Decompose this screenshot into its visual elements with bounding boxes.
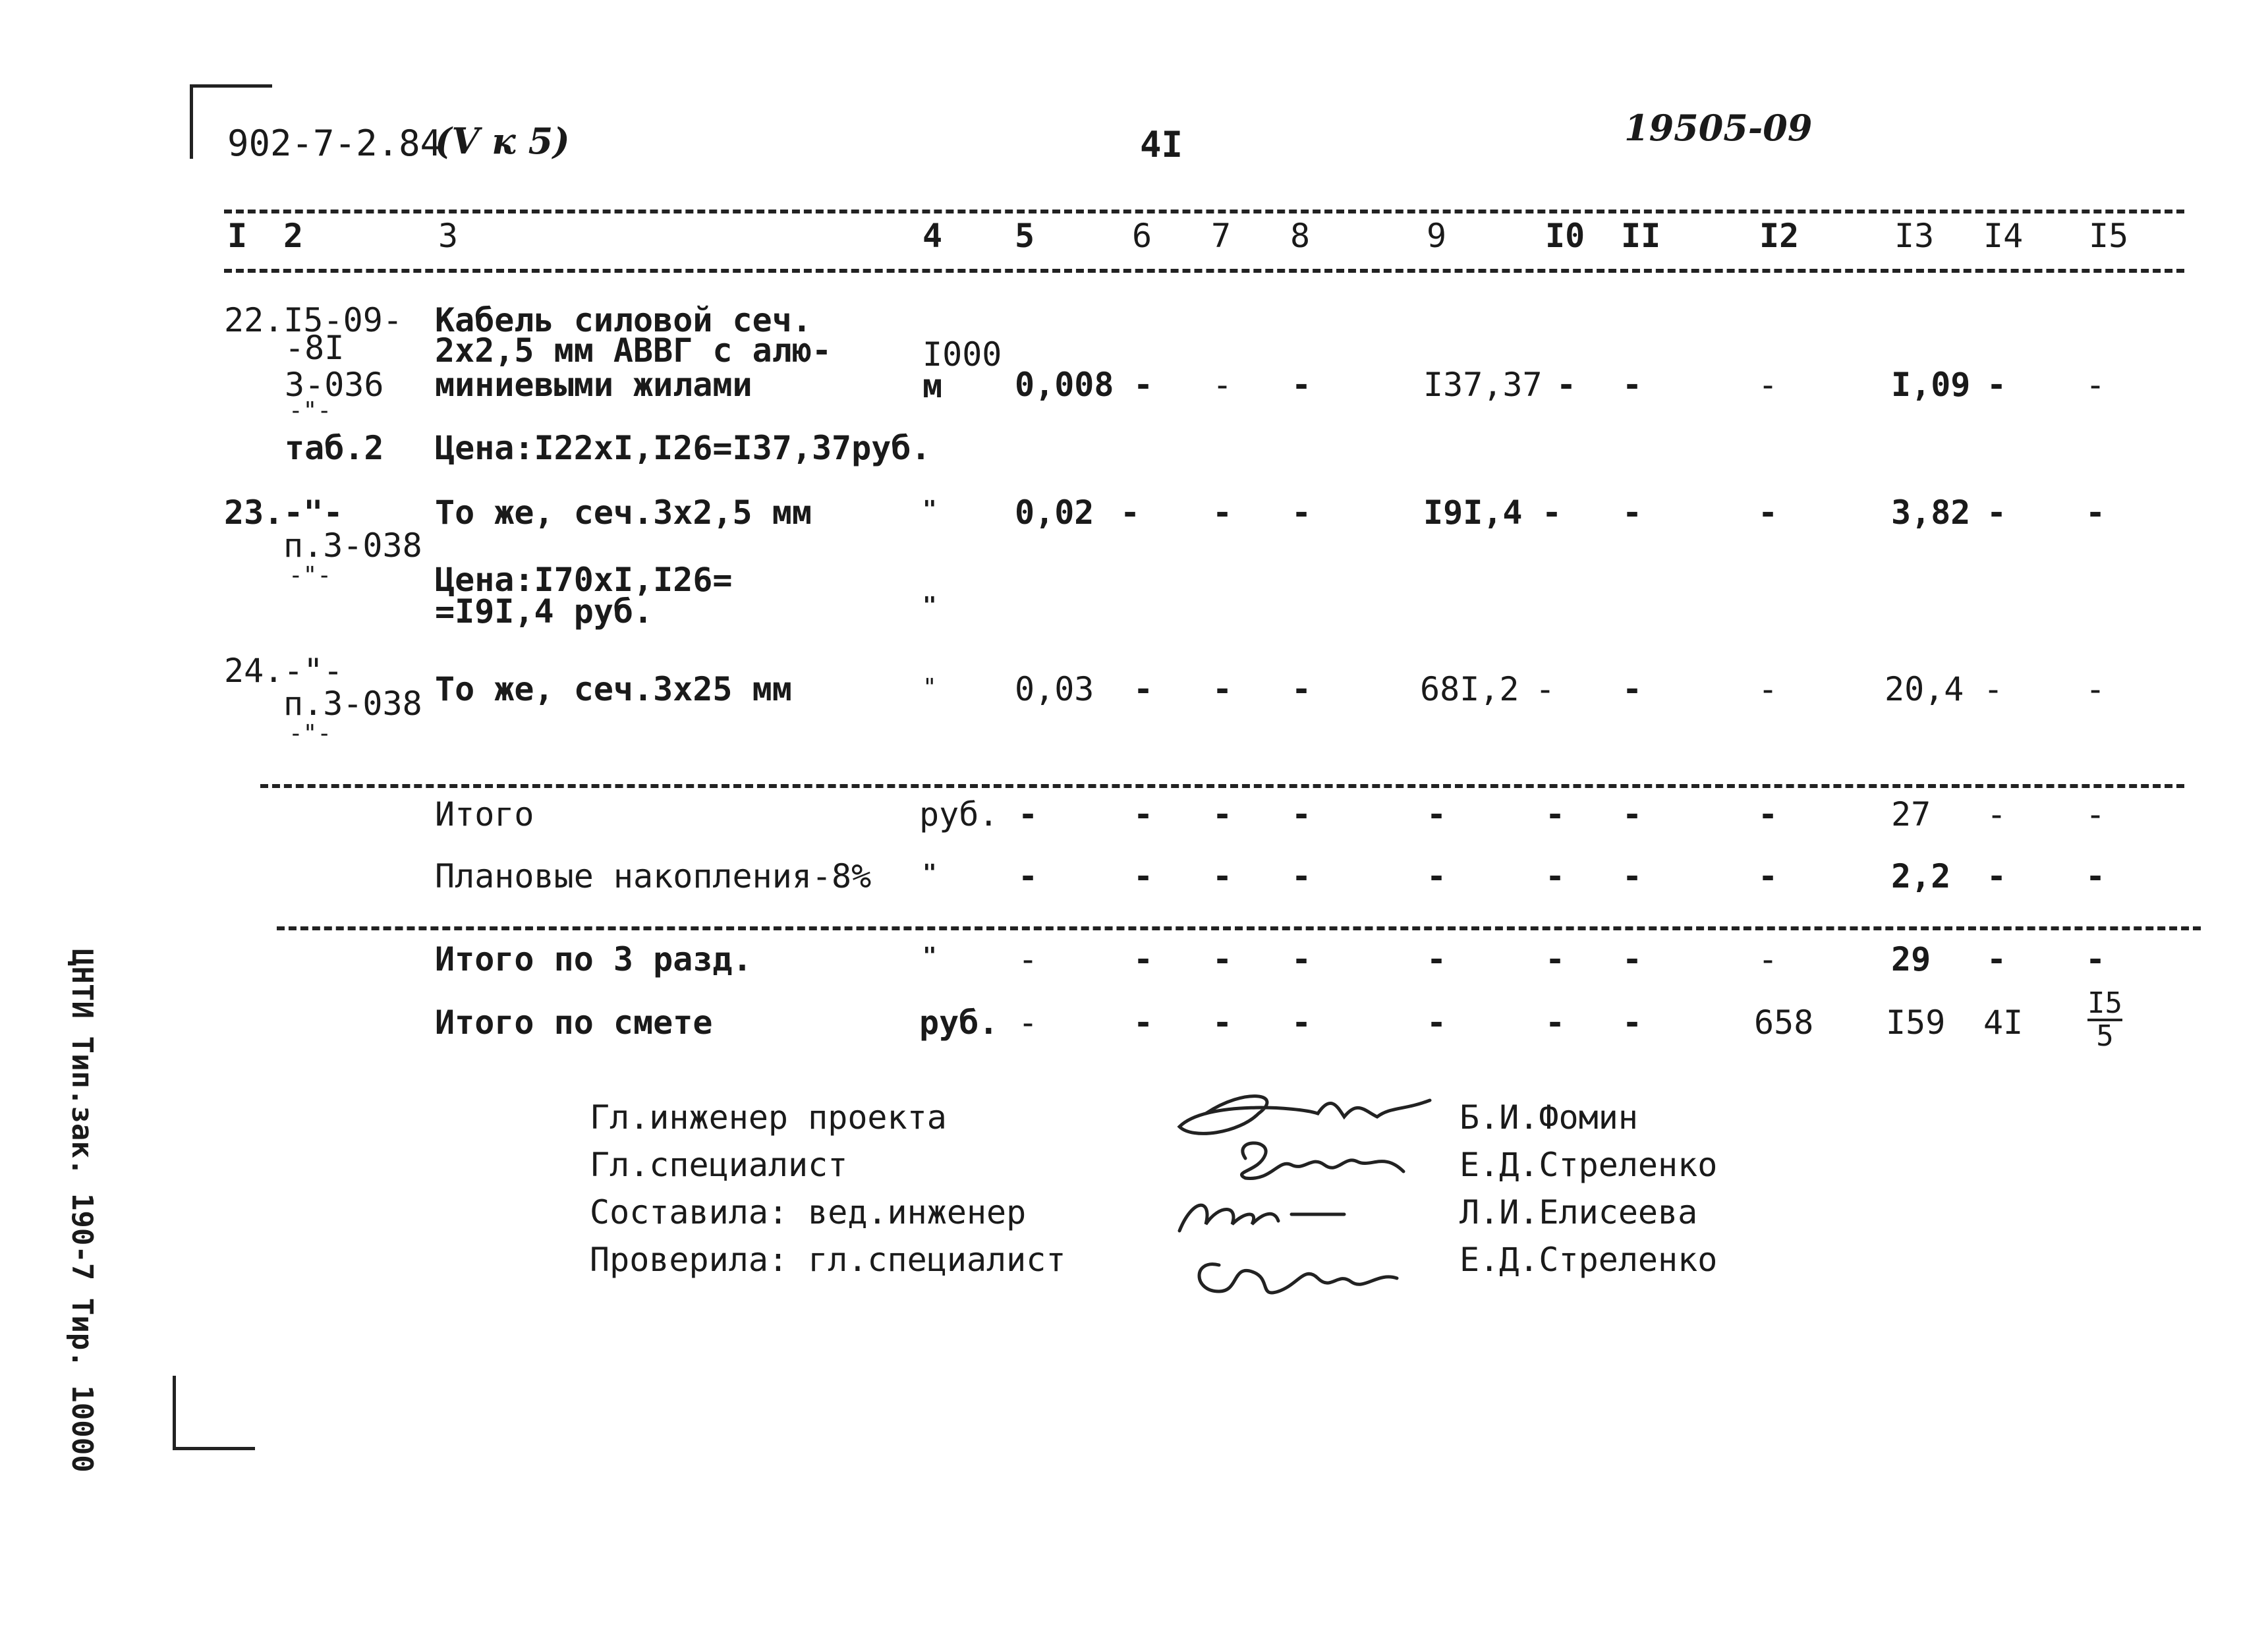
cell-col8: - xyxy=(1291,366,1312,404)
cell-col7: - xyxy=(1212,857,1233,895)
row-description-line: То же, сеч.3х2,5 мм xyxy=(435,494,812,532)
fraction-denominator: 5 xyxy=(2096,1019,2114,1053)
signature-strelenko-2 xyxy=(1179,1239,1430,1311)
col-header-6: 6 xyxy=(1132,217,1152,255)
cell-col6: - xyxy=(1133,857,1154,895)
section-rule xyxy=(277,926,2201,930)
cell-col13: 2,2 xyxy=(1891,857,1951,895)
row-code-line: 24.-"- xyxy=(224,652,343,690)
cell-col8: - xyxy=(1291,857,1312,895)
row-unit-line: " xyxy=(922,592,937,619)
cell-col14: - xyxy=(1987,795,2007,833)
cell-col15: - xyxy=(2085,857,2106,895)
row-unit-line: м xyxy=(922,367,943,405)
cell-col10: - xyxy=(1545,795,1566,833)
row-code-line: таб.2 xyxy=(285,429,384,467)
signature-strelenko xyxy=(1219,1132,1443,1191)
cell-col9: I9I,4 xyxy=(1423,494,1523,532)
cell-col5: - xyxy=(1018,857,1038,895)
cell-col11: - xyxy=(1622,670,1643,708)
cell-col5: - xyxy=(1018,1003,1038,1042)
cell-col7: - xyxy=(1212,366,1233,404)
cell-col11: - xyxy=(1622,795,1643,833)
col-header-5: 5 xyxy=(1015,217,1035,255)
cell-col11: - xyxy=(1622,940,1643,978)
totals-unit: " xyxy=(922,943,937,970)
cell-col9: 68I,2 xyxy=(1420,670,1519,708)
cell-col5: 0,008 xyxy=(1015,366,1114,404)
cell-col9: I37,37 xyxy=(1423,366,1543,404)
cell-col5: 0,02 xyxy=(1015,494,1094,532)
signer-name: Е.Д.Стреленко xyxy=(1460,1241,1718,1279)
cell-col13: 29 xyxy=(1891,940,1931,978)
cell-col12: - xyxy=(1758,494,1778,532)
row-code-line: -"- xyxy=(289,720,332,747)
signer-role: Гл.инженер проекта xyxy=(590,1098,947,1137)
signer-name: Е.Д.Стреленко xyxy=(1460,1146,1718,1184)
totals-label: Итого по смете xyxy=(435,1003,713,1042)
cell-col9: - xyxy=(1427,1003,1447,1042)
col-header-4: 4 xyxy=(922,217,943,255)
corner-mark-bottom xyxy=(173,1376,255,1450)
col-header-2: 2 xyxy=(283,217,304,255)
totals-label: Итого xyxy=(435,795,534,833)
row-code-line: -8I xyxy=(285,329,345,367)
page-number: 4I xyxy=(1140,124,1183,165)
cell-col6: - xyxy=(1133,795,1154,833)
signer-role: Составила: вед.инженер xyxy=(590,1193,1027,1231)
cell-col12: 658 xyxy=(1754,1003,1814,1042)
cell-col8: - xyxy=(1291,494,1312,532)
row-description-line: миниевыми жилами xyxy=(435,366,752,404)
cell-col9: - xyxy=(1427,795,1447,833)
cell-col15: - xyxy=(2085,795,2106,833)
row-code-line: п.3-038 xyxy=(283,685,422,723)
row-code-line: -"- xyxy=(289,562,332,589)
row-unit-line: I000 xyxy=(922,335,1002,374)
row-code-line: 23.-"- xyxy=(224,494,343,532)
cell-col7: - xyxy=(1212,1003,1233,1042)
cell-col7: - xyxy=(1212,940,1233,978)
cell-col11: - xyxy=(1622,366,1643,404)
row-description-line: То же, сеч.3х25 мм xyxy=(435,670,792,708)
col-header-14: I4 xyxy=(1983,217,2024,255)
album-number: (Ⅴ к 5) xyxy=(435,120,570,162)
header-rule-top xyxy=(224,210,2184,213)
cell-col12: - xyxy=(1758,857,1778,895)
cell-col12: - xyxy=(1758,795,1778,833)
row-description-line: Кабель силовой сеч. xyxy=(435,301,812,339)
cell-col14: - xyxy=(1983,670,2004,708)
col-header-15: I5 xyxy=(2089,217,2129,255)
signature-eliseeva xyxy=(1160,1185,1357,1244)
col-header-12: I2 xyxy=(1759,217,1800,255)
col-header-7: 7 xyxy=(1211,217,1232,255)
cell-col12: - xyxy=(1758,670,1778,708)
row-unit-line: " xyxy=(922,674,937,701)
price-note: =I9I,4 руб. xyxy=(435,592,654,631)
cell-col13: 20,4 xyxy=(1885,670,1964,708)
row-code-line: 22.I5-09- xyxy=(224,301,403,339)
row-code-line: 3-036 xyxy=(285,366,384,404)
cell-col8: - xyxy=(1291,670,1312,708)
cell-col5: 0,03 xyxy=(1015,670,1094,708)
cell-col8: - xyxy=(1291,795,1312,833)
cell-col14: - xyxy=(1987,494,2007,532)
cell-col15: - xyxy=(2085,494,2106,532)
cell-col6: - xyxy=(1133,940,1154,978)
col-header-11: II xyxy=(1621,217,1661,255)
cell-col11: - xyxy=(1622,494,1643,532)
cell-col5: - xyxy=(1018,795,1038,833)
cell-col15: - xyxy=(2085,940,2106,978)
cell-col13: 27 xyxy=(1891,795,1931,833)
totals-unit: " xyxy=(922,860,937,887)
cell-col15: - xyxy=(2085,366,2106,404)
cell-col6: - xyxy=(1133,1003,1154,1042)
cell-col12: - xyxy=(1758,366,1778,404)
totals-rule xyxy=(260,784,2184,788)
col-header-1: I xyxy=(227,217,248,255)
signer-name: Л.И.Елисеева xyxy=(1460,1193,1698,1231)
header-rule-bottom xyxy=(224,269,2184,273)
totals-label: Плановые накопления-8% xyxy=(435,857,872,895)
cell-col14: - xyxy=(1987,366,2007,404)
col-header-8: 8 xyxy=(1290,217,1311,255)
totals-label: Итого по 3 разд. xyxy=(435,940,752,978)
row-code-line: -"- xyxy=(289,397,332,424)
registration-stamp: 19505-09 xyxy=(1624,107,1813,149)
row-description-line: 2х2,5 мм АВВГ с алю- xyxy=(435,331,832,370)
price-note: Цена:I22хI,I26=I37,37руб. xyxy=(435,429,931,467)
fraction-numerator: I5 xyxy=(2087,986,2122,1020)
cell-col10: - xyxy=(1545,857,1566,895)
cell-col11: - xyxy=(1622,857,1643,895)
row-code-line: п.3-038 xyxy=(283,526,422,565)
col-header-9: 9 xyxy=(1427,217,1447,255)
cell-col14: - xyxy=(1987,857,2007,895)
row-unit-line: " xyxy=(922,496,937,523)
cell-col10: - xyxy=(1545,940,1566,978)
cell-col13: 3,82 xyxy=(1891,494,1971,532)
totals-unit: руб. xyxy=(919,795,999,833)
cell-col14: - xyxy=(1987,940,2007,978)
cell-col6: - xyxy=(1133,366,1154,404)
cell-col15-fraction xyxy=(2087,988,2122,1053)
cell-col13: I59 xyxy=(1886,1003,1946,1042)
cell-col9: - xyxy=(1427,857,1447,895)
cell-col8: - xyxy=(1291,940,1312,978)
col-header-10: I0 xyxy=(1545,217,1585,255)
cell-col11: - xyxy=(1622,1003,1643,1042)
doc-code: 902-7-2.84 xyxy=(227,123,442,164)
cell-col7: - xyxy=(1212,670,1233,708)
cell-col10: - xyxy=(1542,494,1562,532)
cell-col7: - xyxy=(1212,795,1233,833)
totals-unit: руб. xyxy=(919,1003,999,1042)
cell-col12: - xyxy=(1758,940,1778,978)
cell-col10: - xyxy=(1556,366,1577,404)
signer-name: Б.И.Фомин xyxy=(1460,1098,1638,1137)
signer-role: Гл.специалист xyxy=(590,1146,848,1184)
cell-col13: I,09 xyxy=(1891,366,1971,404)
printing-stamp: ЦНТИ Тип.зак. 190-7 Тир. 10000 xyxy=(65,949,99,1473)
cell-col6: - xyxy=(1120,494,1141,532)
cell-col8: - xyxy=(1291,1003,1312,1042)
cell-col6: - xyxy=(1133,670,1154,708)
cell-col14: 4I xyxy=(1983,1003,2024,1042)
cell-col7: - xyxy=(1212,494,1233,532)
cell-col9: - xyxy=(1427,940,1447,978)
cell-col10: - xyxy=(1535,670,1556,708)
signer-role: Проверила: гл.специалист xyxy=(590,1241,1066,1279)
col-header-3: 3 xyxy=(438,217,459,255)
col-header-13: I3 xyxy=(1894,217,1935,255)
cell-col10: - xyxy=(1545,1003,1566,1042)
cell-col15: - xyxy=(2085,670,2106,708)
cell-col5: - xyxy=(1018,940,1038,978)
price-note: Цена:I70хI,I26= xyxy=(435,561,733,599)
